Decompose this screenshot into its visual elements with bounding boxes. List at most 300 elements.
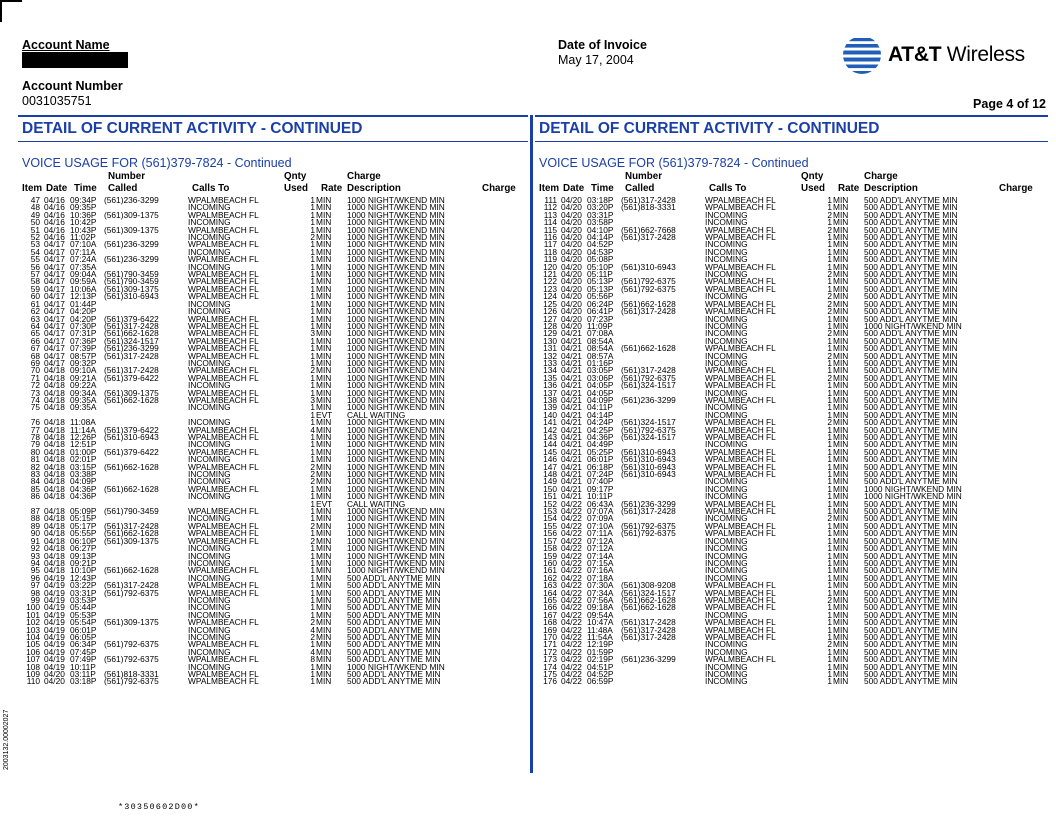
table-row: [22, 308, 522, 315]
item-number: 72: [30, 380, 40, 391]
rate-description: 500 ADD'L ANYTME MIN: [864, 350, 958, 361]
qty-used: 2: [310, 520, 315, 531]
qty-used: 1: [827, 365, 832, 376]
hdr-description: Description: [864, 183, 918, 194]
rate-description: 1000 NIGHT/WKEND MIN: [347, 343, 445, 354]
item-number: 79: [30, 439, 40, 450]
called-number: (561)309-1375: [104, 224, 159, 235]
qty-unit: MIN: [833, 328, 849, 339]
qty-unit: MIN: [833, 335, 849, 346]
qty-unit: MIN: [833, 543, 849, 554]
qty-used: 1: [827, 476, 832, 487]
table-row: [22, 631, 522, 642]
qty-used: 1: [827, 232, 832, 243]
call-date: 04/22: [561, 602, 582, 613]
table-row: [539, 515, 1039, 522]
called-number: (561)317-2428: [621, 195, 676, 205]
qty-unit: MIN: [833, 469, 849, 480]
call-time: 03:06P: [587, 372, 614, 383]
called-number: (561)818-3331: [104, 669, 159, 679]
called-number: (561)236-3299: [621, 394, 676, 405]
item-number: 54: [30, 246, 40, 257]
called-number: (561)317-2428: [621, 617, 676, 628]
rate-description: 500 ADD'L ANYTME MIN: [864, 565, 958, 576]
rate-description: 1000 NIGHT/WKEND MIN: [864, 320, 962, 331]
right-column: [539, 117, 1039, 686]
call-date: 04/22: [561, 669, 582, 679]
calls-to: WPALMBEACH FL: [188, 565, 259, 576]
qty-used: 1: [310, 669, 315, 679]
calls-to: INCOMING: [188, 246, 231, 257]
call-time: 12:13P: [70, 291, 97, 302]
rate-description: 1000 NIGHT/WKEND MIN: [347, 202, 445, 213]
called-number: (561)662-1628: [621, 594, 676, 605]
item-number: 148: [543, 469, 557, 480]
qty-used: 1: [310, 402, 315, 413]
table-row: [22, 204, 522, 211]
rate-description: 500 ADD'L ANYTME MIN: [864, 261, 958, 272]
calls-to: WPALMBEACH FL: [188, 424, 259, 435]
rate-description: 500 ADD'L ANYTME MIN: [864, 387, 958, 398]
call-date: 04/20: [561, 254, 582, 265]
call-time: 09:22A: [70, 380, 97, 391]
rate-description: 1000 NIGHT/WKEND MIN: [347, 446, 445, 457]
table-row: [22, 209, 522, 220]
table-row: [539, 624, 1039, 635]
qty-unit: MIN: [833, 402, 849, 413]
call-time: 05:55P: [70, 528, 97, 539]
called-number: (561)317-2428: [621, 306, 676, 317]
qty-used: 1: [310, 417, 315, 428]
call-date: 04/17: [44, 246, 65, 257]
call-time: 07:08A: [587, 328, 614, 339]
table-row: [539, 345, 1039, 352]
called-number: (561)662-1628: [104, 328, 159, 339]
calls-to: WPALMBEACH FL: [705, 528, 776, 539]
qty-unit: MIN: [316, 469, 332, 480]
table-row: [539, 424, 1039, 435]
call-time: 06:24P: [587, 298, 614, 309]
calls-to: INCOMING: [705, 387, 748, 398]
call-date: 04/19: [44, 609, 65, 620]
crop-mark: [0, 0, 22, 2]
hdr-rate: Rate: [321, 183, 343, 194]
qty-unit: MIN: [833, 320, 849, 331]
call-date: 04/18: [44, 446, 65, 457]
table-row: [22, 567, 522, 574]
item-number: 131: [543, 343, 557, 354]
qty-used: 2: [310, 232, 315, 243]
qty-unit: MIN: [833, 580, 849, 591]
item-number: 106: [26, 646, 40, 657]
qty-used: 1: [310, 335, 315, 346]
item-number: 81: [30, 454, 40, 465]
qty-unit: MIN: [833, 387, 849, 398]
rate-description: 500 ADD'L ANYTME MIN: [864, 276, 958, 287]
calls-to: WPALMBEACH FL: [705, 594, 776, 605]
calls-to: INCOMING: [188, 380, 231, 391]
called-number: (561)310-6943: [621, 461, 676, 472]
call-time: 04:49P: [587, 439, 614, 450]
qty-unit: MIN: [316, 291, 332, 302]
qty-unit: MIN: [316, 239, 332, 250]
barcode-text: *30350602D00*: [118, 802, 200, 812]
qty-used: 1: [827, 357, 832, 368]
rate-description: 1000 NIGHT/WKEND MIN: [347, 254, 445, 265]
call-time: 04:20P: [70, 313, 97, 324]
rate-description: 500 ADD'L ANYTME MIN: [864, 639, 958, 650]
rate-description: 500 ADD'L ANYTME MIN: [864, 394, 958, 405]
calls-to: WPALMBEACH FL: [188, 535, 259, 546]
hdr-used: Used: [801, 183, 825, 194]
qty-used: 1: [310, 513, 315, 524]
table-row: [22, 419, 522, 426]
table-row: [22, 298, 522, 309]
calls-to: WPALMBEACH FL: [705, 446, 776, 457]
call-time: 05:15P: [70, 513, 97, 524]
call-time: 07:24A: [70, 254, 97, 265]
hdr-rate: Rate: [838, 183, 860, 194]
table-row: [539, 394, 1039, 405]
call-date: 04/22: [561, 498, 582, 509]
qty-unit: MIN: [316, 676, 332, 687]
call-date: 04/21: [561, 417, 582, 428]
rate-description: 500 ADD'L ANYTME MIN: [864, 587, 958, 598]
rate-description: 1000 NIGHT/WKEND MIN: [347, 550, 445, 561]
call-date: 04/17: [44, 298, 65, 309]
calls-to: WPALMBEACH FL: [705, 654, 776, 665]
qty-used: 1: [827, 432, 832, 442]
qty-unit: MIN: [833, 246, 849, 257]
called-number: (561)324-1517: [621, 587, 676, 598]
table-row: [22, 394, 522, 405]
call-time: 04:52P: [587, 239, 614, 250]
qty-used: 2: [827, 224, 832, 235]
called-number: (561)792-6375: [621, 528, 676, 539]
rate-description: 1000 NIGHT/WKEND MIN: [347, 335, 445, 346]
call-date: 04/17: [44, 343, 65, 354]
table-header: [539, 171, 1039, 197]
qty-unit: MIN: [316, 446, 332, 457]
calls-to: INCOMING: [705, 609, 748, 620]
qty-used: 1: [827, 654, 832, 665]
call-date: 04/22: [561, 594, 582, 605]
rate-description: 500 ADD'L ANYTME MIN: [347, 602, 441, 613]
qty-used: 1: [827, 254, 832, 265]
call-date: 04/18: [44, 424, 65, 435]
calls-to: WPALMBEACH FL: [705, 224, 776, 235]
item-number: 136: [543, 380, 557, 391]
rate-description: 500 ADD'L ANYTME MIN: [347, 594, 441, 605]
item-number: 144: [543, 439, 557, 450]
call-date: 04/19: [44, 646, 65, 657]
table-row: [22, 656, 522, 663]
qty-used: 1: [827, 543, 832, 554]
qty-used: 1: [827, 580, 832, 591]
table-row: [22, 572, 522, 583]
item-number: 96: [30, 572, 40, 583]
call-date: 04/20: [561, 202, 582, 213]
rate-description: 1000 NIGHT/WKEND MIN: [347, 454, 445, 465]
item-number: 147: [543, 461, 557, 472]
qty-used: 1: [310, 254, 315, 265]
item-number: 174: [543, 661, 557, 672]
qty-unit: MIN: [316, 269, 332, 280]
qty-unit: MIN: [316, 246, 332, 257]
call-date: 04/19: [44, 654, 65, 665]
item-number: 69: [30, 357, 40, 368]
calls-to: WPALMBEACH FL: [188, 506, 259, 517]
rate-description: 1000 NIGHT/WKEND MIN: [347, 209, 445, 220]
call-date: 04/21: [561, 454, 582, 465]
table-row: [539, 545, 1039, 552]
qty-unit: MIN: [316, 631, 332, 642]
hdr-used: Used: [284, 183, 308, 194]
rate-description: 500 ADD'L ANYTME MIN: [864, 661, 958, 672]
qty-unit: MIN: [833, 617, 849, 628]
call-date: 04/20: [561, 276, 582, 287]
calls-to: INCOMING: [705, 313, 748, 324]
item-number: 113: [543, 209, 557, 220]
call-date: 04/18: [44, 557, 65, 568]
called-number: (561)310-6943: [621, 469, 676, 480]
rate-description: 1000 NIGHT/WKEND MIN: [347, 350, 445, 361]
called-number: (561)662-1628: [104, 483, 159, 494]
qty-unit: MIN: [833, 439, 849, 450]
table-row: [22, 197, 522, 204]
call-time: 07:12A: [587, 543, 614, 554]
qty-unit: MIN: [316, 350, 332, 361]
item-number: 137: [543, 387, 557, 398]
call-time: 04:09P: [70, 476, 97, 487]
calls-to: INCOMING: [705, 483, 748, 494]
item-number: 107: [26, 654, 40, 665]
table-row: [539, 283, 1039, 294]
call-date: 04/18: [44, 528, 65, 539]
rate-description: 500 ADD'L ANYTME MIN: [864, 313, 958, 324]
qty-unit: MIN: [833, 550, 849, 561]
calls-to: WPALMBEACH FL: [188, 669, 259, 679]
qty-used: 1: [310, 439, 315, 450]
call-time: 07:11A: [587, 528, 613, 539]
called-number: (561)236-3299: [104, 239, 159, 250]
item-number: 121: [543, 269, 557, 280]
item-number: 127: [543, 313, 557, 324]
item-number: 112: [543, 202, 557, 213]
table-row: [22, 283, 522, 294]
called-number: (561)317-2428: [621, 365, 676, 376]
qty-used: 2: [827, 350, 832, 361]
qty-used: 1: [827, 483, 832, 494]
account-name-label: Account Name: [22, 38, 110, 52]
call-date: 04/16: [44, 209, 65, 220]
qty-unit: MIN: [833, 535, 849, 546]
qty-unit: MIN: [833, 306, 849, 317]
calls-to: INCOMING: [705, 291, 748, 302]
call-time: 11:54A: [587, 631, 613, 642]
call-date: 04/18: [44, 565, 65, 576]
call-date: 04/22: [561, 654, 582, 665]
calls-to: INCOMING: [705, 357, 748, 368]
qty-unit: MIN: [316, 550, 332, 561]
qty-used: 1: [310, 202, 315, 213]
item-number: 162: [543, 572, 557, 583]
qty-used: 1: [827, 624, 832, 635]
item-number: 61: [30, 298, 40, 309]
qty-used: 1: [827, 313, 832, 324]
table-row: [22, 271, 522, 278]
call-date: 04/22: [561, 506, 582, 517]
qty-used: 1: [827, 602, 832, 613]
qty-unit: MIN: [833, 661, 849, 672]
called-number: (561)236-3299: [621, 498, 676, 509]
call-date: 04/18: [44, 491, 65, 502]
rate-description: 500 ADD'L ANYTME MIN: [864, 209, 958, 220]
call-date: 04/18: [44, 372, 65, 383]
table-row: [539, 278, 1039, 285]
call-date: 04/19: [44, 639, 65, 650]
call-date: 04/18: [44, 380, 65, 391]
call-date: 04/18: [44, 394, 65, 405]
rate-description: 500 ADD'L ANYTME MIN: [864, 402, 958, 413]
call-time: 09:10A: [70, 365, 97, 376]
qty-unit: MIN: [833, 202, 849, 213]
qty-used: 1: [827, 239, 832, 250]
rate-description: 1000 NIGHT/WKEND MIN: [347, 313, 445, 324]
item-number: 89: [30, 520, 40, 531]
call-time: 05:44P: [70, 602, 97, 613]
table-row: [22, 520, 522, 531]
qty-used: 1: [310, 380, 315, 391]
table-row: [22, 261, 522, 272]
call-time: 06:10P: [70, 535, 97, 546]
table-row: [539, 656, 1039, 663]
rate-description: 500 ADD'L ANYTME MIN: [864, 557, 958, 568]
qty-unit: MIN: [833, 572, 849, 583]
table-row: [22, 357, 522, 368]
table-row: [539, 293, 1039, 300]
called-number: (561)324-1517: [621, 380, 676, 391]
qty-used: 1: [310, 491, 315, 502]
qty-unit: MIN: [833, 313, 849, 324]
call-time: 06:43A: [587, 498, 614, 509]
call-time: 07:24P: [587, 469, 614, 480]
call-date: 04/18: [44, 432, 65, 442]
call-time: 10:42P: [70, 217, 97, 228]
table-row: [22, 434, 522, 441]
calls-to: WPALMBEACH FL: [705, 498, 776, 509]
call-time: 03:22P: [70, 580, 97, 591]
table-row: [539, 646, 1039, 657]
call-date: 04/20: [561, 306, 582, 317]
qty-used: 2: [310, 535, 315, 546]
calls-to: INCOMING: [705, 491, 748, 502]
rate-description: 1000 NIGHT/WKEND MIN: [347, 469, 445, 480]
call-time: 07:39P: [70, 343, 97, 354]
table-row: [22, 424, 522, 435]
calls-to: WPALMBEACH FL: [188, 276, 259, 287]
call-date: 04/17: [44, 350, 65, 361]
call-time: 07:34A: [587, 587, 614, 598]
rate-description: 500 ADD'L ANYTME MIN: [864, 461, 958, 472]
qty-unit: MIN: [833, 283, 849, 294]
hdr-number: Number: [625, 171, 663, 182]
called-number: (561)790-3459: [104, 506, 159, 517]
qty-unit: MIN: [316, 313, 332, 324]
qty-used: 1: [310, 676, 315, 687]
qty-unit: MIN: [316, 320, 332, 331]
item-number: 87: [30, 506, 40, 517]
qty-unit: MIN: [833, 557, 849, 568]
qty-used: 1: [827, 394, 832, 405]
item-number: 68: [30, 350, 40, 361]
column-divider: [530, 115, 533, 773]
qty-used: 1: [310, 550, 315, 561]
rate-description: 500 ADD'L ANYTME MIN: [864, 424, 958, 435]
calls-to: WPALMBEACH FL: [188, 254, 259, 265]
call-date: 04/17: [44, 335, 65, 346]
rate-description: 500 ADD'L ANYTME MIN: [864, 535, 958, 546]
calls-to: WPALMBEACH FL: [705, 417, 776, 428]
qty-used: 1: [827, 520, 832, 531]
calls-to: INCOMING: [705, 350, 748, 361]
call-time: 12:19P: [587, 639, 614, 650]
brand-name: AT&T Wireless: [888, 43, 1025, 66]
rate-description: 1000 NIGHT/WKEND MIN: [347, 320, 445, 331]
call-date: 04/21: [561, 461, 582, 472]
call-date: 04/19: [44, 624, 65, 635]
rate-description: 500 ADD'L ANYTME MIN: [864, 528, 958, 539]
qty-unit: MIN: [833, 594, 849, 605]
table-row: [22, 587, 522, 598]
call-date: 04/17: [44, 357, 65, 368]
call-time: 04:05P: [587, 380, 614, 391]
qty-unit: MIN: [316, 357, 332, 368]
item-number: 83: [30, 469, 40, 480]
item-number: 60: [30, 291, 40, 302]
rate-description: 500 ADD'L ANYTME MIN: [864, 469, 958, 480]
call-time: 04:52P: [587, 669, 614, 679]
qty-unit: MIN: [833, 291, 849, 302]
item-number: 142: [543, 424, 557, 435]
call-time: 02:19P: [587, 654, 614, 665]
item-number: 100: [26, 602, 40, 613]
qty-unit: MIN: [833, 424, 849, 435]
qty-used: 1: [827, 246, 832, 257]
qty-used: 1: [310, 387, 315, 398]
call-date: 04/17: [44, 261, 65, 272]
qty-unit: EVT: [316, 498, 333, 509]
item-number: 146: [543, 454, 557, 465]
calls-to: WPALMBEACH FL: [188, 461, 259, 472]
item-number: 155: [543, 520, 557, 531]
qty-used: 1: [827, 461, 832, 472]
call-time: 01:44P: [70, 298, 97, 309]
table-row: [22, 320, 522, 331]
item-number: 59: [30, 283, 40, 294]
call-time: 03:31P: [587, 209, 614, 220]
table-row: [22, 241, 522, 248]
item-number: 123: [543, 283, 557, 294]
calls-to: WPALMBEACH FL: [188, 580, 259, 591]
call-date: 04/17: [44, 313, 65, 324]
item-number: 169: [543, 624, 557, 635]
calls-to: WPALMBEACH FL: [705, 394, 776, 405]
calls-to: INCOMING: [705, 402, 748, 413]
qty-used: 3: [310, 394, 315, 405]
rate-description: 1000 NIGHT/WKEND MIN: [347, 217, 445, 228]
rate-description: 500 ADD'L ANYTME MIN: [864, 446, 958, 457]
